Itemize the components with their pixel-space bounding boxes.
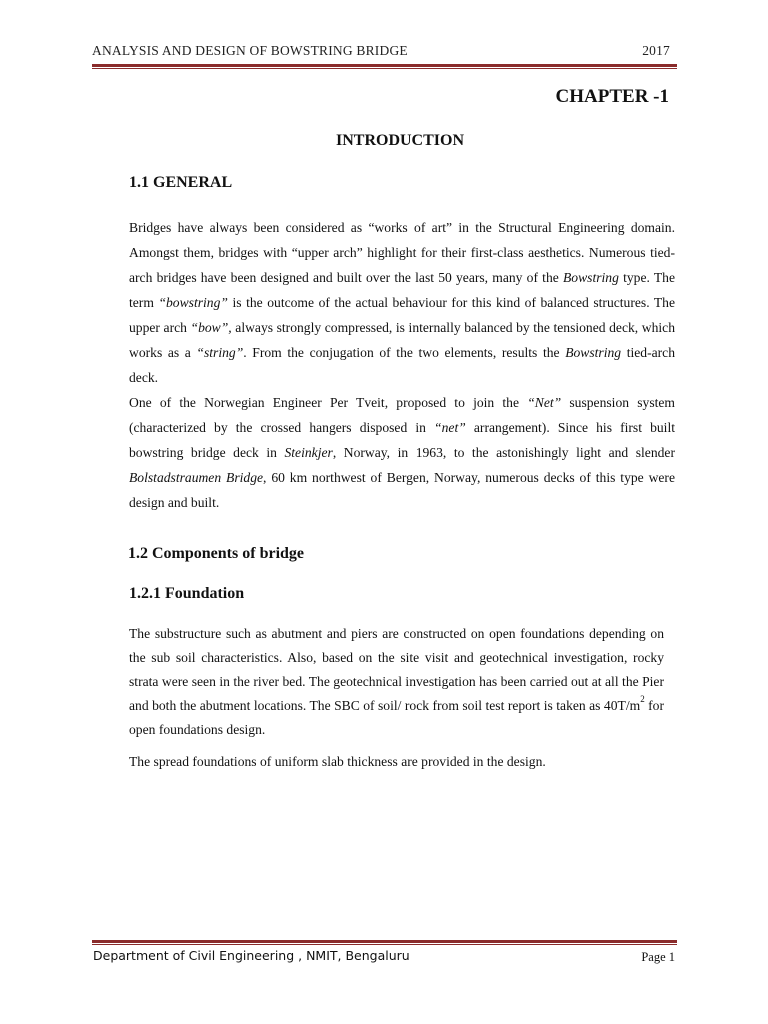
section-heading-foundation: 1.2.1 Foundation [129,585,245,602]
paragraph-general-1 [129,215,675,390]
text-run: tied-arch deck. [129,345,676,385]
paragraph-foundation-2: The spread foundations of uniform slab thickness are provided in the design. [129,754,546,769]
text-run: type. The term [129,270,675,310]
text-run: The substructure such as abutment and piers are constructed on open foundations depending on the sub soil characteristics. Also, based on the site visit and geotechnical investigation, rocky strata were seen in the river bed. The geotechnical investigation has been carried out at all the Pier and both the abutment locations. The SBC of soil/ rock from soil test report is taken as 40T/m [129,626,664,713]
text-run: One of the Norwegian Engineer Per Tveit, proposed to join the [129,395,528,410]
text-run: , 60 km northwest of Bergen, Norway, numerous decks of this type were design and built. [129,470,675,510]
text-run: suspension system (characterized by the crossed hangers disposed in [129,395,675,435]
page-header [92,43,670,59]
footer-rule-thick [92,940,677,943]
text-run: , Norway, in 1963, to the astonishingly light and slender [332,445,675,460]
text-run: always strongly compressed, is internally balanced by the tensioned deck, which works as a [129,320,675,360]
section-heading-general: 1.1 GENERAL [129,174,233,191]
section-heading-components: 1.2 Components of bridge [128,545,305,562]
text-run: . From the conjugation of the two elements, results the [243,345,566,360]
text-run: arrangement). Since his first built bowstring bridge deck in [129,420,676,460]
header-title: ANALYSIS AND DESIGN OF BOWSTRING BRIDGE [92,43,408,58]
text-run-italic: Steinkjer [284,445,333,460]
text-run-italic: Bolstadstraumen Bridge [129,470,264,485]
text-run: for open foundations design. [129,698,664,737]
header-rule-thin [92,68,677,69]
text-run: is the outcome of the actual behaviour for this kind of balanced structures. The upper arch [129,295,676,335]
superscript: 2 [640,694,645,704]
text-run-italic: “net” [434,420,466,435]
text-run-italic: Bowstring [565,345,622,360]
chapter-title: INTRODUCTION [335,132,464,149]
footer-page-number: Page 1 [641,950,675,964]
text-run: Bridges have always been considered as “works of art” in the Structural Engineering domain. Amongst them, bridges with “upper arch” highlight for their first-class aesthetics. Numerous tied-arch bridges have been designed and built over the last 50 years, many of the [129,220,675,285]
header-rule-thick [92,64,677,67]
chapter-number: CHAPTER -1 [555,86,669,107]
footer-rule-thin [92,944,677,945]
header-year: 2017 [642,43,670,58]
text-run-italic: “bowstring” [158,295,228,310]
footer-department: Department of Civil Engineering , NMIT, Bengaluru [93,948,410,963]
paragraph-foundation-1 [129,622,664,742]
text-run-italic: “string” [196,345,244,360]
text-run-italic: Bowstring [563,270,619,285]
text-run-italic: “Net” [527,395,562,410]
paragraph-general-2 [129,390,675,515]
text-run-italic: “bow”, [190,320,232,335]
